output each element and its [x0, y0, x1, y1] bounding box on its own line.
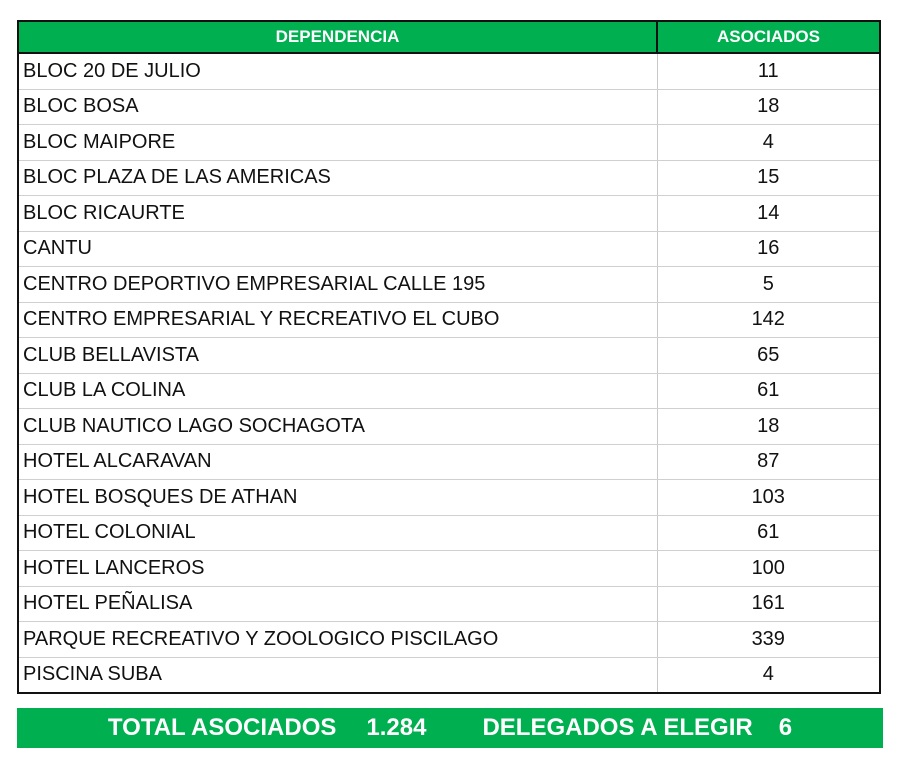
table-row	[19, 409, 879, 445]
cell-dependencia: BLOC PLAZA DE LAS AMERICAS	[19, 160, 657, 196]
cell-asociados: 18	[657, 89, 879, 125]
table-row	[19, 267, 879, 303]
cell-asociados: 11	[657, 53, 879, 89]
cell-dependencia: HOTEL COLONIAL	[19, 515, 657, 551]
table-row	[19, 480, 879, 516]
table-header-row	[19, 22, 879, 53]
cell-dependencia: CLUB LA COLINA	[19, 373, 657, 409]
cell-dependencia: CANTU	[19, 231, 657, 267]
header-dependencia: DEPENDENCIA	[19, 22, 657, 53]
cell-dependencia: PISCINA SUBA	[19, 657, 657, 692]
header-asociados: ASOCIADOS	[657, 22, 879, 53]
cell-dependencia: HOTEL ALCARAVAN	[19, 444, 657, 480]
table-row	[19, 338, 879, 374]
table-row	[19, 160, 879, 196]
table-row	[19, 657, 879, 692]
cell-dependencia: CENTRO EMPRESARIAL Y RECREATIVO EL CUBO	[19, 302, 657, 338]
table-row	[19, 444, 879, 480]
table-row	[19, 196, 879, 232]
delegados-value: 6	[778, 714, 793, 741]
cell-asociados: 16	[657, 231, 879, 267]
table-row	[19, 231, 879, 267]
cell-asociados: 14	[657, 196, 879, 232]
cell-dependencia: CENTRO DEPORTIVO EMPRESARIAL CALLE 195	[19, 267, 657, 303]
cell-asociados: 18	[657, 409, 879, 445]
dependencias-grid	[19, 22, 879, 692]
cell-dependencia: BLOC BOSA	[19, 89, 657, 125]
table-row	[19, 302, 879, 338]
cell-dependencia: BLOC MAIPORE	[19, 125, 657, 161]
table-row	[19, 89, 879, 125]
cell-dependencia: BLOC 20 DE JULIO	[19, 53, 657, 89]
cell-dependencia: CLUB BELLAVISTA	[19, 338, 657, 374]
cell-asociados: 142	[657, 302, 879, 338]
table-row	[19, 373, 879, 409]
cell-asociados: 87	[657, 444, 879, 480]
table-row	[19, 515, 879, 551]
cell-asociados: 65	[657, 338, 879, 374]
cell-asociados: 4	[657, 125, 879, 161]
table-body	[19, 53, 879, 692]
cell-asociados: 15	[657, 160, 879, 196]
cell-asociados: 339	[657, 622, 879, 658]
cell-asociados: 61	[657, 515, 879, 551]
cell-dependencia: HOTEL BOSQUES DE ATHAN	[19, 480, 657, 516]
total-summary-bar	[17, 708, 883, 748]
cell-dependencia: BLOC RICAURTE	[19, 196, 657, 232]
cell-dependencia: CLUB NAUTICO LAGO SOCHAGOTA	[19, 409, 657, 445]
table-row	[19, 53, 879, 89]
total-asociados-value: 1.284	[366, 714, 427, 741]
cell-dependencia: HOTEL LANCEROS	[19, 551, 657, 587]
table-row	[19, 622, 879, 658]
cell-dependencia: HOTEL PEÑALISA	[19, 586, 657, 622]
cell-asociados: 61	[657, 373, 879, 409]
cell-asociados: 100	[657, 551, 879, 587]
cell-asociados: 161	[657, 586, 879, 622]
cell-asociados: 103	[657, 480, 879, 516]
table-row	[19, 125, 879, 161]
cell-asociados: 4	[762, 663, 774, 686]
cell-dependencia: PARQUE RECREATIVO Y ZOOLOGICO PISCILAGO	[19, 622, 657, 658]
total-asociados-label: TOTAL ASOCIADOS	[107, 714, 337, 741]
cell-asociados: 5	[657, 267, 879, 303]
table-row	[19, 586, 879, 622]
delegados-label: DELEGADOS A ELEGIR	[482, 714, 753, 741]
dependencias-table	[17, 20, 881, 694]
table-row	[19, 551, 879, 587]
